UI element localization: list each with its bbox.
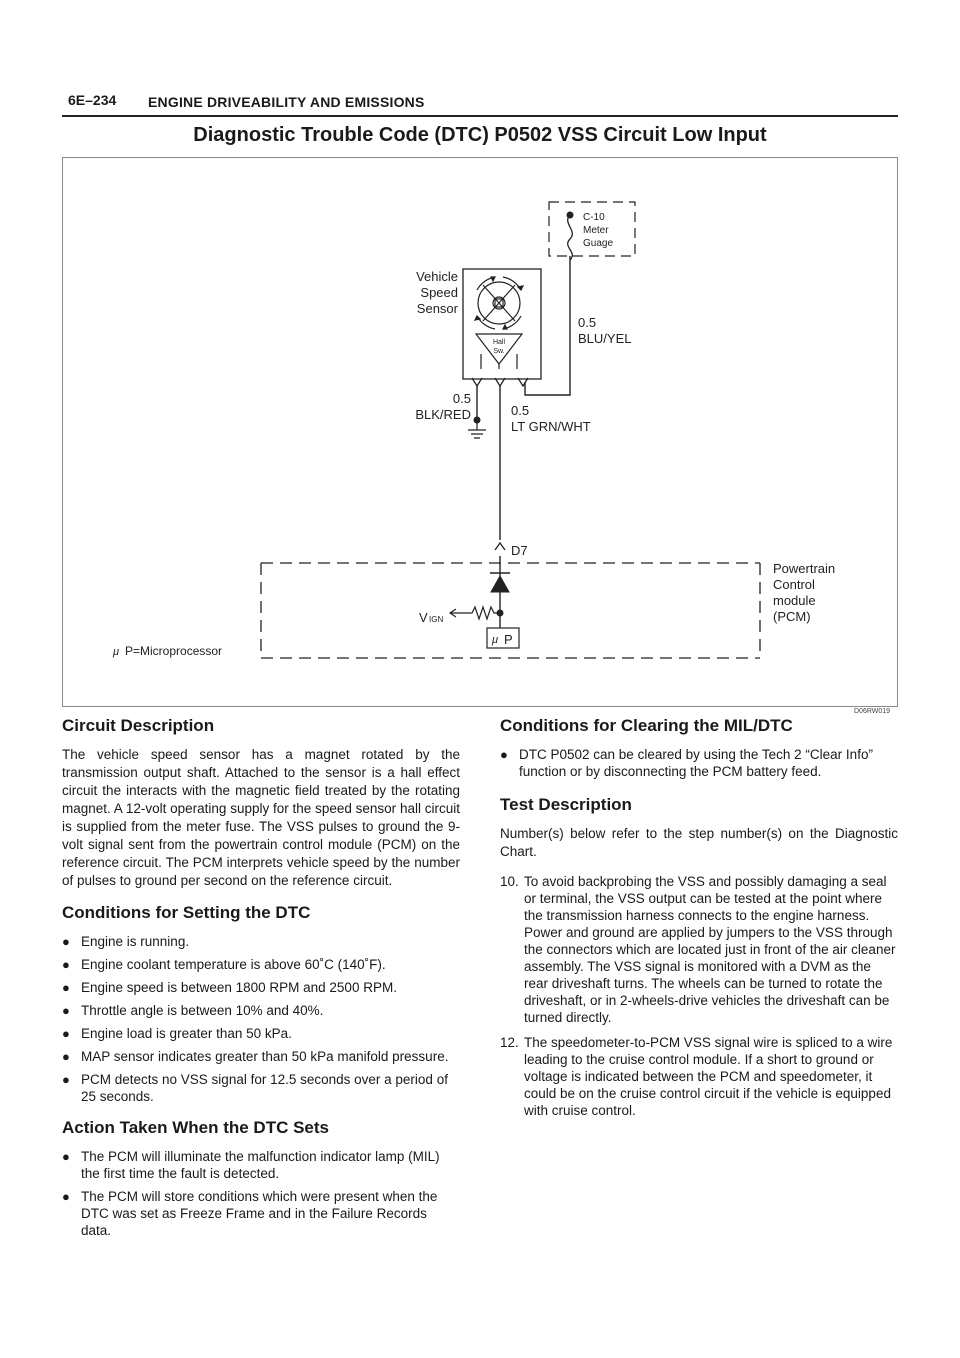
ground-node [474, 417, 480, 423]
right-column [500, 715, 898, 1127]
sensor-rotor-icon [475, 277, 523, 329]
conditions-clearing-list [500, 746, 898, 780]
micro-p: P [504, 632, 513, 647]
list-item: ● Throttle angle is between 10% and 40%. [62, 1003, 324, 1018]
wire3-color: LT GRN/WHT [511, 419, 591, 434]
header-rule [62, 115, 898, 117]
sensor-label-1: Vehicle [416, 269, 458, 284]
conditions-setting-heading: Conditions for Setting the DTC [62, 903, 311, 922]
circuit-description-heading: Circuit Description [62, 716, 215, 735]
vign-arrow-icon [450, 609, 465, 617]
list-item: ● The PCM will store conditions which were present when the DTC was set as Freeze Frame and in the Failure Records data. [62, 1189, 438, 1238]
legend-mu: μ [113, 646, 120, 658]
list-item: ● The PCM will illuminate the malfunction indicator lamp (MIL) the first time the fault is detected. [62, 1149, 440, 1181]
page-number: 6E–234 [68, 92, 117, 108]
meter-label-1: C-10 [583, 212, 605, 223]
pcm-label-4: (PCM) [773, 609, 811, 624]
action-taken-list [62, 1148, 460, 1239]
action-taken-heading: Action Taken When the DTC Sets [62, 1118, 329, 1137]
micro-mu: μ [492, 634, 499, 646]
list-item: ● DTC P0502 can be cleared by using the Tech 2 “Clear Info” function or by disconnecting the PCM battery feed. [500, 747, 873, 779]
conditions-setting-list [62, 933, 460, 1105]
sensor-label-2: Speed [420, 285, 458, 300]
wire2-gauge: 0.5 [452, 391, 471, 406]
pcm-label-3: module [773, 593, 816, 608]
conditions-clearing-heading: Conditions for Clearing the MIL/DTC [500, 716, 793, 735]
pull-up-resistor [465, 607, 500, 619]
list-item: ● Engine is running. [62, 934, 190, 949]
left-column [62, 715, 460, 1251]
ground-icon [468, 423, 486, 438]
wire2-color: BLK/RED [415, 407, 471, 422]
test-step: 12. The speedometer-to-PCM VSS signal wire is spliced to a wire leading to the cruise control module. If a short to ground or voltage is indicated between the PCM and speedometer, it could be on the cruise control circuit if the vehicle is equipped with cruise control. [500, 1035, 893, 1118]
wire1-gauge: 0.5 [578, 315, 597, 330]
meter-node [567, 212, 573, 218]
meter-fuse-symbol [568, 215, 573, 260]
test-description-intro: Number(s) below refer to the step number(s) on the Diagnostic Chart. [500, 826, 898, 859]
vign-sub: IGN [429, 615, 444, 624]
wire-blu-yel [525, 256, 570, 395]
list-item: ● Engine coolant temperature is above 60˚C (140˚F). [62, 957, 386, 972]
test-step: 10. To avoid backprobing the VSS and possibly damaging a seal or terminal, the VSS output can be tested at the point where the transmission harness connects to the engine harness. Power and ground are applied by jumpers to the VSS through the connectors which are located just in front of the air cleaner assembly. The VSS signal is monitored with a DVM as the rear driveshaft turns. The wheels can be turned to rotate the driveshaft, or in 2-wheels-drive vehicles the driveshaft can be turned directly. [500, 874, 896, 1025]
diode-symbol [491, 576, 509, 592]
list-item: ● Engine speed is between 1800 RPM and 2500 RPM. [62, 980, 397, 995]
list-item: ● Engine load is greater than 50 kPa. [62, 1026, 292, 1041]
pcm-label-1: Powertrain [773, 561, 836, 576]
hall-label-1: Hall [492, 339, 506, 346]
wiring-diagram [62, 157, 898, 707]
pcm-label-2: Control [773, 577, 815, 592]
hall-label-2: Sw. [493, 348, 505, 355]
page-header [62, 88, 898, 116]
sensor-leads [481, 354, 517, 369]
circuit-description-text: The vehicle speed sensor has a magnet rotated by the transmission output shaft. Attached to the sensor is a hall effect circuit the interacts with the magnetic field treated by the rotating magnet. A 12-volt operating supply for the speed sensor hall circuit is supplied from the meter fuse. The VSS pulses to ground the 9-volt signal sent from the powertrain control module (PCM) on the reference circuit. The PCM interprets vehicle speed by the number of pulses to ground per second on the reference circuit. [62, 747, 460, 888]
sensor-label-3: Sensor [416, 301, 458, 316]
connector-d7 [495, 543, 505, 550]
list-item: ● PCM detects no VSS signal for 12.5 seconds over a period of 25 seconds. [62, 1072, 448, 1104]
test-description-heading: Test Description [500, 795, 632, 814]
vign-label: V [419, 610, 428, 625]
meter-label-2: Meter [583, 225, 609, 236]
list-item: ● MAP sensor indicates greater than 50 kPa manifold pressure. [62, 1049, 449, 1064]
section-name: ENGINE DRIVEABILITY AND EMISSIONS [148, 94, 425, 110]
legend-text: P=Microprocessor [125, 644, 223, 658]
meter-label-3: Guage [583, 238, 614, 249]
wire3-gauge: 0.5 [511, 403, 530, 418]
connector-label: D7 [511, 543, 528, 558]
wire1-color: BLU/YEL [578, 331, 632, 346]
wiring-diagram-svg [63, 158, 897, 706]
figure-code: D06RW019 [854, 708, 891, 715]
page-title: Diagnostic Trouble Code (DTC) P0502 VSS Circuit Low Input [193, 124, 767, 146]
